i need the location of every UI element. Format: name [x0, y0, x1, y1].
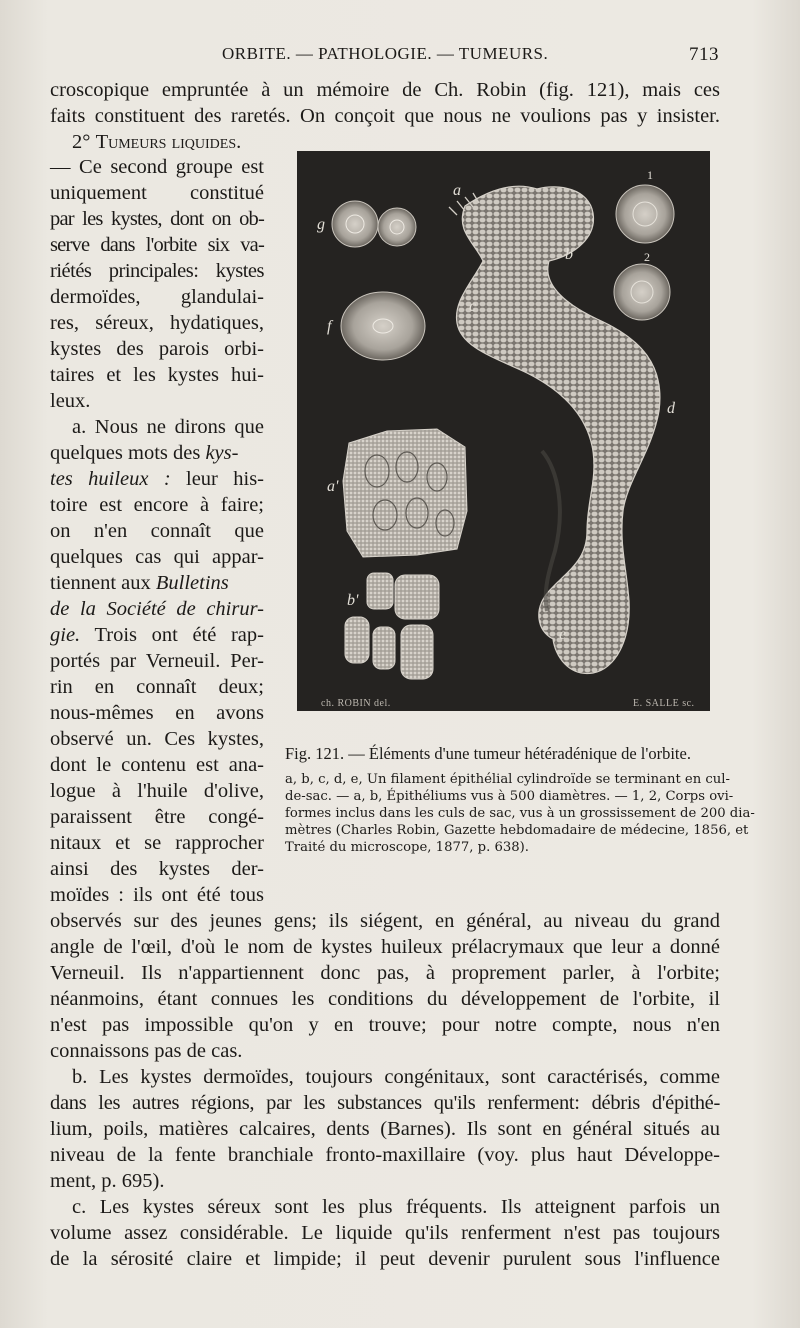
body-line-8: dans les autres régions, par les substances qu'ils renferment: débris d'épithé- [50, 1092, 720, 1114]
body-line-12: c. Les kystes séreux sont les plus fréquents. Ils atteignent parfois un [72, 1196, 720, 1218]
engraving-credit-right: E. SALLE sc. [633, 698, 695, 709]
left-line-9: taires et les kystes hui- [50, 364, 264, 386]
section-label: Tumeurs liquides. [95, 131, 242, 153]
left-line-5: riétés principales: kystes [50, 260, 264, 282]
caption-line-5: Traité du microscope, 1877, p. 638). [285, 840, 529, 855]
left-line-26: paraissent être congé- [50, 806, 264, 828]
disc-f [341, 292, 425, 360]
oviform-body-2 [614, 264, 670, 320]
cell-b-prime-2 [395, 575, 439, 619]
cell-b-prime-1 [367, 573, 393, 609]
body-line-3: Verneuil. Ils n'appartiennent donc pas, à proprement parler, à l'orbite; [50, 962, 720, 984]
left-line-20: portés par Verneuil. Per- [50, 650, 264, 672]
body-line-9: lium, poils, matières calcaires, dents (Barnes). Ils sont en général situés au [50, 1118, 720, 1140]
left-line-28: ainsi des kystes der- [50, 858, 264, 880]
body-line-1: observés sur des jeunes gens; ils siégent, en général, au niveau du grand [50, 910, 720, 932]
body-line-10: niveau de la fente branchiale fronto-maxillaire (voy. plus haut Développe- [50, 1144, 720, 1166]
caption-line-1: a, b, c, d, e, Un filament épithélial cylindroïde se terminant en cul- [285, 772, 730, 787]
section-number: 2° [72, 131, 91, 153]
left-line-6: dermoïdes, glandulai- [50, 286, 264, 308]
section-heading [72, 129, 241, 155]
label-b: b [565, 246, 573, 263]
caption-line-3: formes inclus dans les culs de sac, vus à un grossissement de 200 dia- [285, 806, 755, 821]
body-line-6: connaissons pas de cas. [50, 1040, 243, 1062]
label-a: a [453, 182, 461, 199]
label-c: c [469, 298, 477, 315]
left-line-19: gie. Trois ont été rap- [50, 624, 264, 646]
label-b-prime: b' [347, 592, 359, 609]
microscopy-illustration [297, 151, 710, 711]
label-f: f [327, 318, 332, 335]
body-line-4: néanmoins, étant connues les conditions du développement de l'orbite, il [50, 988, 720, 1010]
cell-b-prime-3 [345, 617, 369, 663]
intro-line-1: croscopique empruntée à un mémoire de Ch. Robin (fig. 121), mais ces [50, 79, 720, 101]
body-line-2: angle de l'œil, d'où le nom de kystes huileux prélacrymaux que leur a donné [50, 936, 720, 958]
left-line-13: tes huileux : leur his- [50, 468, 264, 490]
figure-plate [297, 151, 710, 711]
caption-line-2: de-sac. — a, b, Épithéliums vus à 500 diamètres. — 1, 2, Corps ovi- [285, 789, 734, 804]
body-line-11: ment, p. 695). [50, 1170, 165, 1192]
left-line-14: toire est encore à faire; [50, 494, 264, 516]
left-line-2: uniquement constitué [50, 182, 264, 204]
left-line-23: observé un. Ces kystes, [50, 728, 264, 750]
label-g: g [317, 216, 325, 233]
body-line-7: b. Les kystes dermoïdes, toujours congénitaux, sont caractérisés, comme [72, 1066, 720, 1088]
caption-line-4: mètres (Charles Robin, Gazette hebdomadaire de médecine, 1856, et [285, 823, 749, 838]
left-line-1: — Ce second groupe est [50, 156, 264, 178]
cell-b-prime-4 [373, 627, 395, 669]
left-line-27: nitaux et se rapprocher [50, 832, 264, 854]
label-1: 1 [647, 168, 653, 182]
left-line-10: leux. [50, 390, 91, 412]
left-line-21: rin en connaît deux; [50, 676, 264, 698]
label-e: e [559, 626, 567, 643]
label-d: d [667, 400, 675, 417]
left-line-15: on n'en connaît que [50, 520, 264, 542]
running-header [0, 44, 800, 70]
page-number: 713 [689, 44, 719, 65]
left-line-29: moïdes : ils ont été tous [50, 884, 264, 906]
engraving-credit-left: ch. ROBIN del. [321, 698, 391, 709]
left-line-24: dont le contenu est ana- [50, 754, 264, 776]
left-line-8: kystes des parois orbi- [50, 338, 264, 360]
body-line-13: volume assez considérable. Le liquide qu'ils renferment n'est pas toujours [50, 1222, 720, 1244]
running-title: ORBITE. — PATHOLOGIE. — TUMEURS. [222, 44, 549, 63]
disc-g-2 [378, 208, 416, 246]
disc-g-1 [332, 201, 378, 247]
left-line-3: par les kystes, dont on ob- [50, 208, 264, 230]
label-2: 2 [644, 250, 650, 264]
left-line-4: serve dans l'orbite six va- [50, 234, 264, 256]
left-line-7: res, séreux, hydatiques, [50, 312, 264, 334]
left-line-25: logue à l'huile d'olive, [50, 780, 264, 802]
cell-b-prime-5 [401, 625, 433, 679]
label-a-prime: a' [327, 478, 339, 495]
left-line-18: de la Société de chirur- [50, 598, 264, 620]
left-line-12: quelques mots des kys- [50, 442, 239, 464]
left-line-22: nous-mêmes en avons [50, 702, 264, 724]
figure-caption-title: Fig. 121. — Éléments d'une tumeur hétéradénique de l'orbite. [285, 744, 691, 763]
body-line-14: de la sérosité claire et limpide; il peut devenir purulent sous l'influence [50, 1248, 720, 1270]
left-line-16: quelques cas qui appar- [50, 546, 264, 568]
intro-line-2: faits constituent des raretés. On conçoit que nous ne voulions pas y insister. [50, 105, 720, 127]
epithelium-a-prime [343, 429, 467, 557]
left-line-11: a. Nous ne dirons que [72, 416, 264, 438]
oviform-body-1 [616, 185, 674, 243]
body-line-5: n'est pas impossible qu'on y en trouve; pour notre compte, nous n'en [50, 1014, 720, 1036]
left-line-17: tiennent aux Bulletins [50, 572, 229, 594]
